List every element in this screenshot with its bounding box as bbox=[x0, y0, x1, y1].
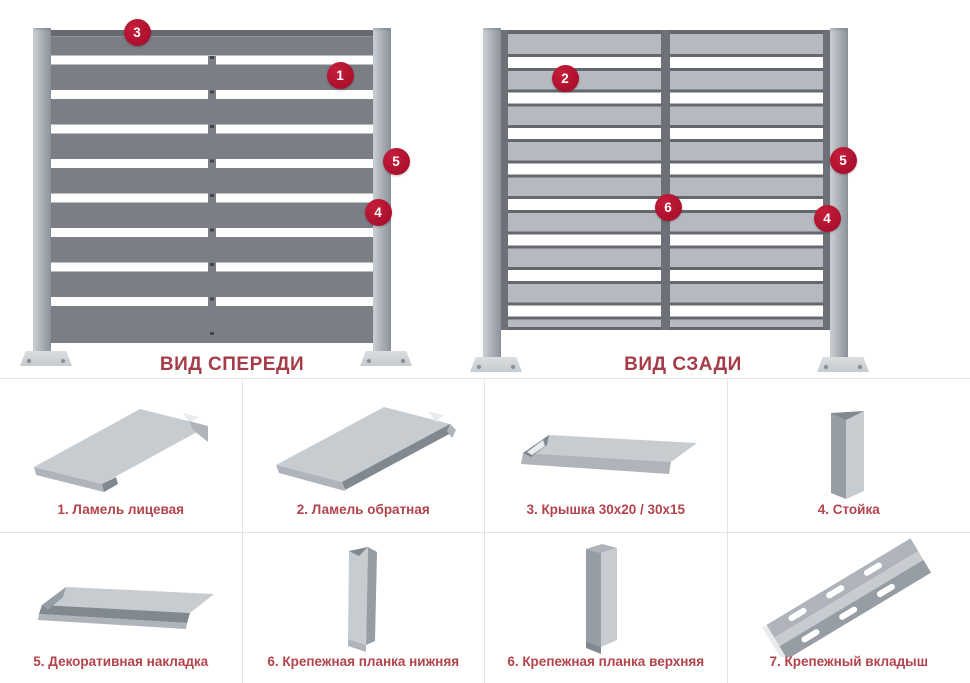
cap-profile-icon bbox=[485, 381, 727, 503]
post-base-plate bbox=[360, 351, 412, 366]
number-marker-6: 6 bbox=[655, 194, 682, 221]
lamella-back-icon bbox=[242, 381, 484, 503]
number-marker-2: 2 bbox=[552, 65, 579, 92]
part-cell-decorative-trim bbox=[0, 532, 243, 683]
fence-panel-back bbox=[501, 30, 830, 330]
decorative-trim-icon bbox=[0, 535, 242, 657]
part-cell-cap-profile bbox=[485, 379, 728, 532]
part-label: 6. Крепежная планка верхняя bbox=[507, 654, 705, 669]
mount-strip-lower-icon bbox=[242, 535, 484, 657]
fence-post-right bbox=[830, 28, 848, 358]
mount-strip-left bbox=[501, 30, 508, 330]
number-marker-5: 5 bbox=[383, 148, 410, 175]
mount-insert-icon bbox=[728, 535, 970, 657]
part-label: 5. Декоративная накладка bbox=[33, 654, 209, 669]
post-icon bbox=[728, 381, 970, 503]
seam-fastener-dots bbox=[210, 56, 214, 341]
fence-post-left bbox=[33, 28, 51, 352]
fence-post-left bbox=[483, 28, 501, 358]
fence-post-right bbox=[373, 28, 391, 352]
part-label: 6. Крепежная планка нижняя bbox=[267, 654, 460, 669]
post-base-plate bbox=[470, 357, 522, 372]
number-marker-3: 3 bbox=[124, 19, 151, 46]
part-label: 1. Ламель лицевая bbox=[57, 502, 185, 517]
part-cell-post bbox=[728, 379, 970, 532]
part-cell-mount-strip-lower bbox=[243, 532, 486, 683]
mount-strip-right bbox=[823, 30, 830, 330]
mount-strip-upper-icon bbox=[485, 535, 727, 657]
number-marker-4: 4 bbox=[814, 205, 841, 232]
part-cell-lamella-front bbox=[0, 379, 243, 532]
panel-cap bbox=[51, 30, 373, 37]
parts-grid bbox=[0, 378, 970, 683]
panel-center-seam bbox=[208, 56, 216, 341]
number-marker-1: 1 bbox=[327, 62, 354, 89]
number-marker-4: 4 bbox=[365, 199, 392, 226]
post-base-plate bbox=[20, 351, 72, 366]
part-cell-lamella-back bbox=[243, 379, 486, 532]
back-view bbox=[465, 0, 970, 378]
lamella-front-icon bbox=[0, 381, 242, 503]
part-label: 7. Крепежный вкладыш bbox=[769, 654, 928, 669]
front-view-caption: ВИД СПЕРЕДИ bbox=[159, 354, 305, 375]
mount-strip-center bbox=[661, 30, 670, 330]
back-view-caption: ВИД СЗАДИ bbox=[624, 354, 742, 375]
number-marker-5: 5 bbox=[830, 147, 857, 174]
part-label: 2. Ламель обратная bbox=[296, 502, 430, 517]
fence-panel-front bbox=[51, 30, 373, 343]
part-label: 3. Крышка 30х20 / 30х15 bbox=[526, 502, 686, 517]
part-label: 4. Стойка bbox=[817, 502, 880, 517]
post-base-plate bbox=[817, 357, 869, 372]
part-cell-mount-insert bbox=[728, 532, 970, 683]
front-view bbox=[0, 0, 465, 378]
part-cell-mount-strip-upper bbox=[485, 532, 728, 683]
